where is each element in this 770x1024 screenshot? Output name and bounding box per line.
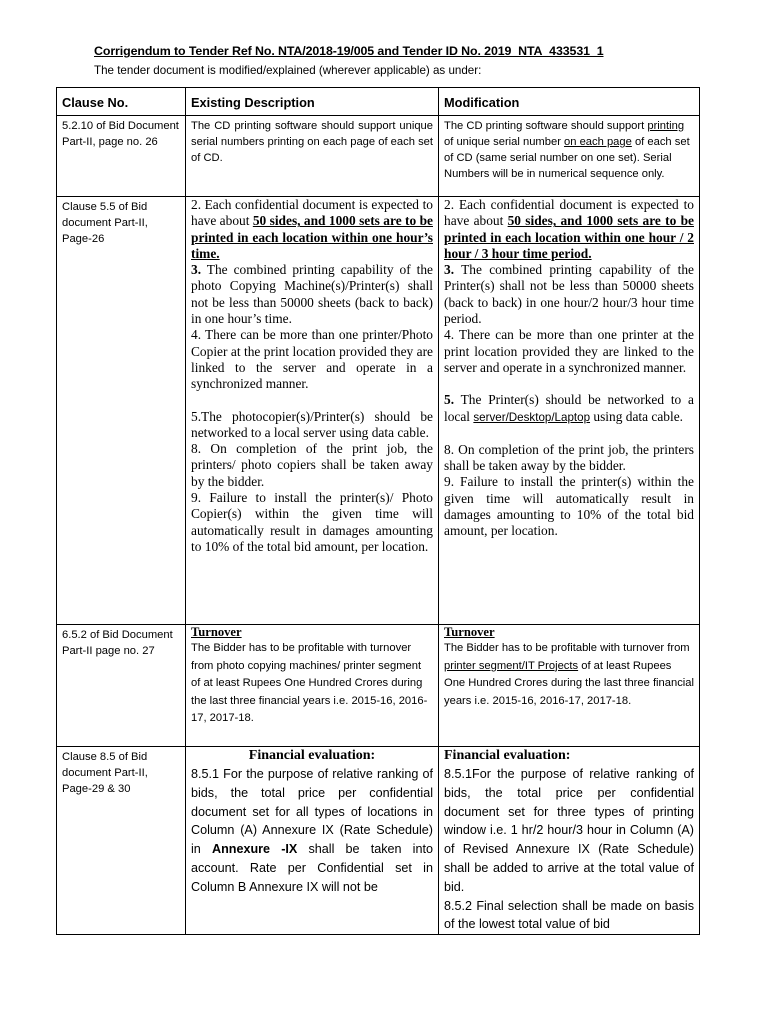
- row2-clause: Clause 5.5 of Bid document Part-II, Page-26: [57, 197, 186, 625]
- table-row: [57, 197, 700, 625]
- row4-existing-text: [191, 765, 433, 897]
- row2-mod-item-8: 8. On completion of the print job, the printers shall be taken away by the bidder.: [444, 441, 694, 474]
- row2-existing-item-3: [191, 262, 433, 327]
- row4-existing: [186, 747, 439, 935]
- row2-existing: [186, 197, 439, 625]
- row1-modification: [439, 116, 700, 197]
- header-modification: Modification: [439, 88, 700, 116]
- row2-mod-item-2: [444, 197, 694, 262]
- row4-existing-heading: Financial evaluation:: [248, 748, 376, 763]
- row3-mod-text: [444, 640, 694, 710]
- row1-existing: The CD printing software should support unique serial numbers printing on each page of each set of CD.: [186, 116, 439, 197]
- row4-existing-emphasis: Annexure -IX: [211, 842, 298, 857]
- row2-mod-spacer-1: [444, 376, 694, 392]
- row3-existing-text: The Bidder has to be profitable with turnover from photo copying machines/ printer segment of at least Rupees One Hundred Crores during the last three financial years i.e. 2015-16, 2016-17, 2017-18.: [191, 642, 428, 724]
- row3-existing-heading: Turnover: [191, 625, 242, 639]
- row1-clause: 5.2.10 of Bid Document Part-II, page no. 26: [57, 116, 186, 197]
- table-row: [57, 116, 700, 197]
- row2-mod-item-5-text-a: The Printer(s) should be networked to a local: [444, 392, 694, 424]
- row2-existing-item-9: 9. Failure to install the printer(s)/ Photo Copier(s) within the given time will automatically result in damages amounting to 10% of the total bid amount, per location.: [191, 490, 433, 554]
- header-clause-no: Clause No.: [57, 88, 186, 116]
- row1-mod-underlined-2: on each page: [564, 136, 632, 148]
- row4-existing-text-c: shall be taken into account. Rate per Confidential set in Column B Annexure IX will not be: [191, 842, 433, 894]
- row3-mod-heading: Turnover: [444, 625, 495, 639]
- row2-mod-item-5-number: 5.: [444, 392, 455, 408]
- row2-mod-item-3-number: 3.: [444, 262, 455, 278]
- row1-mod-text-b: of unique serial number: [444, 136, 565, 148]
- row1-mod-text-c: of each set of CD (same serial number on one set). Serial Numbers will be in numerical sequence only.: [444, 136, 690, 180]
- row2-mod-item-4: 4. There can be more than one printer at the print location provided they are linked to the server and operate in a synchronized manner.: [444, 327, 694, 375]
- row2-mod-item-3-text: The combined printing capability of the Printer(s) shall not be less than 50000 sheets (back to back) in one hour/2 hour/3 hour time period.: [444, 262, 694, 327]
- row2-existing-item-3-text: The combined printing capability of the photo Copying Machine(s)/Printer(s) shall not be less than 50000 sheets (back to back) in one hour’s time.: [191, 262, 433, 327]
- row2-existing-item-2-text: 2. Each confidential document is expected to have about: [191, 197, 433, 229]
- document-title: Corrigendum to Tender Ref No. NTA/2018-19/005 and Tender ID No. 2019_NTA_433531_1: [94, 44, 604, 58]
- row1-mod-text-a: The CD printing software should support: [444, 120, 648, 132]
- row2-mod-item-2-text: 2. Each confidential document is expected to have about: [444, 197, 694, 229]
- table-header-row: [57, 88, 700, 116]
- row4-clause: Clause 8.5 of Bid document Part-II, Page-29 & 30: [57, 747, 186, 935]
- row4-mod-item-2: 8.5.2 Final selection shall be made on basis of the lowest total value of bid: [444, 898, 694, 932]
- row2-existing-item-4: 4. There can be more than one printer/Photo Copier at the print location provided they are linked to the server and operate in a synchronized manner.: [191, 327, 433, 392]
- row2-mod-item-5: [444, 392, 694, 426]
- row2-mod-spacer-2: [444, 426, 694, 442]
- document-subtitle: The tender document is modified/explained (wherever applicable) as under:: [94, 64, 482, 77]
- table-row: [57, 747, 700, 935]
- header-existing-description: Existing Description: [186, 88, 439, 116]
- row3-mod-underlined: printer segment/IT Projects: [444, 659, 579, 672]
- row3-mod-text-b: of at least Rupees One Hundred Crores during the last three financial years i.e. 2015-16, 2016-17, 2017-18.: [444, 659, 694, 707]
- row4-modification: [439, 747, 700, 935]
- row2-mod-item-3: [444, 262, 694, 327]
- row4-mod-heading: Financial evaluation:: [444, 748, 571, 763]
- row2-mod-item-2-emphasis: 50 sides, and 1000 sets are to be printed in each location within one hour / 2 hour / 3 hour time period.: [444, 213, 694, 261]
- row3-existing: [186, 625, 439, 747]
- corrigendum-table: [56, 87, 700, 935]
- row2-existing-item-3-number: 3.: [191, 262, 202, 278]
- row2-mod-item-9: 9. Failure to install the printer(s) within the given time will automatically result in damages amounting to 10% of the total bid amount, per location.: [444, 474, 694, 539]
- row2-existing-item-2: [191, 197, 433, 262]
- row2-existing-item-8: 8. On completion of the print job, the printers/ photo copiers shall be taken away by the bidder.: [191, 441, 433, 489]
- row2-existing-spacer: [191, 393, 433, 409]
- row2-modification: [439, 197, 700, 625]
- row4-existing-text-a: 8.5.1 For the purpose of relative ranking of bids, the total price per confidential document set for all types of locations in Column (A) Annexure IX (Rate Schedule) in: [191, 767, 433, 857]
- row4-mod-item-1: 8.5.1For the purpose of relative ranking of bids, the total price per confidential document set for three types of printing window i.e. 1 hr/2 hour/3 hour in Column (A) of Revised Annexure IX (Rate Schedule) shall be added to arrive at the total value of bid.: [444, 767, 694, 894]
- row1-mod-underlined-1: printing: [647, 120, 685, 132]
- row3-clause: 6.5.2 of Bid Document Part-II page no. 27: [57, 625, 186, 747]
- row2-mod-item-5-text-b: using data cable.: [590, 408, 683, 424]
- row3-mod-text-a: The Bidder has to be profitable with turnover from: [444, 642, 690, 654]
- row2-existing-item-2-emphasis: 50 sides, and 1000 sets are to be printed in each location within one hour’s time.: [191, 213, 433, 261]
- table-row: [57, 625, 700, 747]
- row3-modification: [439, 625, 700, 747]
- row2-existing-item-5: 5.The photocopier(s)/Printer(s) should be networked to a local server using data cable.: [191, 408, 433, 440]
- row2-mod-item-5-underlined: server/Desktop/Laptop: [473, 410, 591, 424]
